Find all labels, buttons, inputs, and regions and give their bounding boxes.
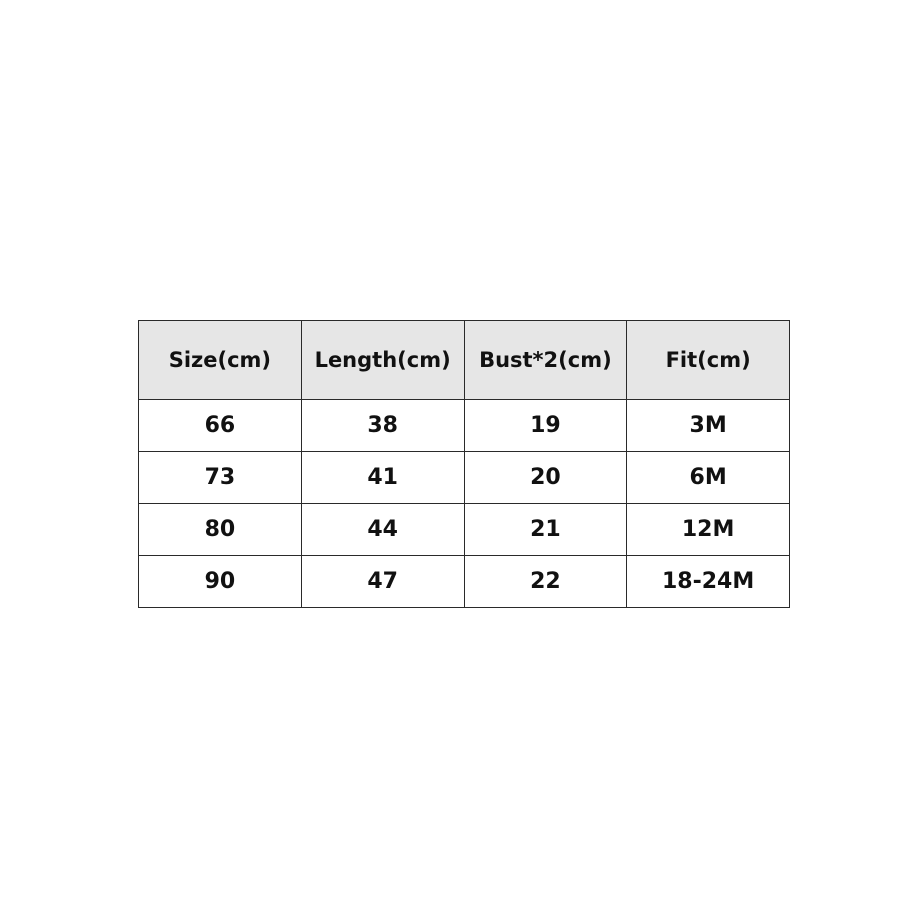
table-row — [139, 400, 790, 452]
cell-bust: 22 — [464, 556, 627, 608]
size-chart-table — [138, 320, 790, 608]
table-row — [139, 556, 790, 608]
cell-size: 90 — [139, 556, 302, 608]
cell-fit: 6M — [627, 452, 790, 504]
header-fit: Fit(cm) — [627, 321, 790, 400]
header-bust: Bust*2(cm) — [464, 321, 627, 400]
cell-bust: 21 — [464, 504, 627, 556]
cell-size: 66 — [139, 400, 302, 452]
cell-size: 80 — [139, 504, 302, 556]
cell-length: 44 — [301, 504, 464, 556]
cell-size: 73 — [139, 452, 302, 504]
header-length: Length(cm) — [301, 321, 464, 400]
cell-fit: 3M — [627, 400, 790, 452]
cell-length: 41 — [301, 452, 464, 504]
table-row — [139, 452, 790, 504]
cell-fit: 18-24M — [627, 556, 790, 608]
cell-bust: 20 — [464, 452, 627, 504]
cell-length: 38 — [301, 400, 464, 452]
table-row — [139, 504, 790, 556]
cell-bust: 19 — [464, 400, 627, 452]
cell-length: 47 — [301, 556, 464, 608]
header-size: Size(cm) — [139, 321, 302, 400]
table-header-row — [139, 321, 790, 400]
cell-fit: 12M — [627, 504, 790, 556]
